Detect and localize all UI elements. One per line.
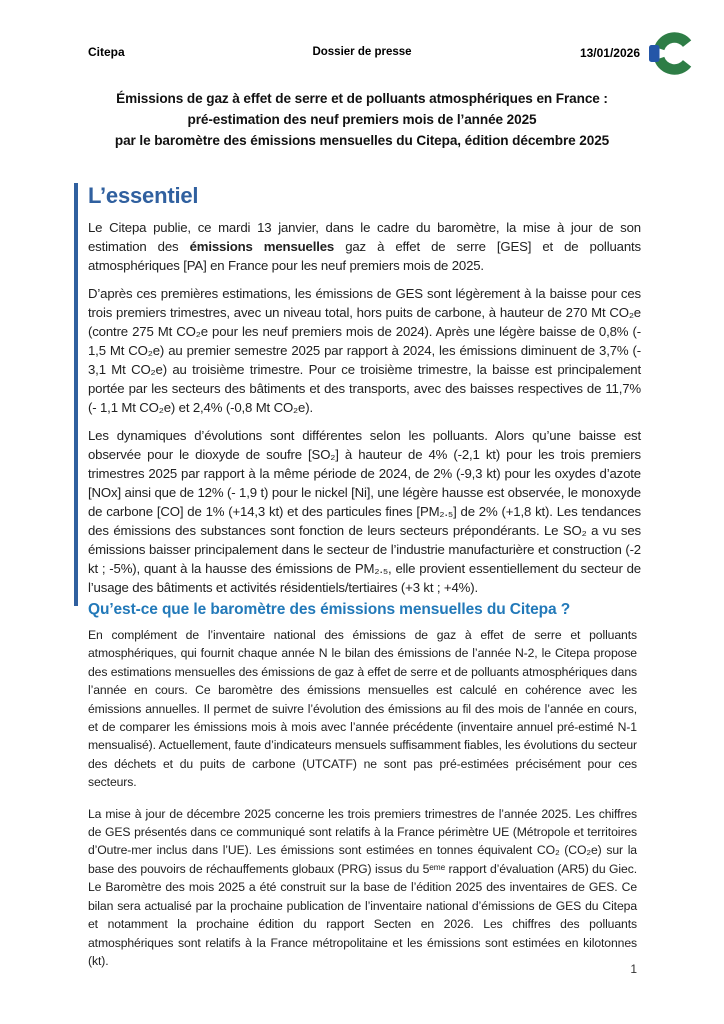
paragraph-barometre-description: En complément de l’inventaire national des émissions de gaz à effet de serre et polluants atmosphériques, qui fournit chaque année N le bilan des émissions de l’année N-2, le Citepa propose des estimations mensuelles des émissions de gaz à effet de serre et de polluants atmosphériques dans l’année en cours. Ce baromètre des émissions mensuelles est calculé en cohérence avec les émissions annuelles. Il permet de suivre l’évolution des émissions au fil des mois de l’année en cours, et de comparer les émissions mois à mois avec l’année précédente (inventaire annuel pré-estimé N-1 mensualisé). Actuellement, faute d’indicateurs mensuels suffisamment fiables, les évolutions du secteur des déchets et du puits de carbone (UTCATF) ne sont pas pré-estimées précisément pour ces secteurs.	[88, 628, 637, 790]
paragraph-mise-a-jour: La mise à jour de décembre 2025 concerne les trois premiers trimestres de l’année 2025. Les chiffres de GES présentés dans ce communiqué sont relatifs à la France périmètre UE (Métropole et territoires d’Outre-mer inclus dans l’UE). Les émissions sont estimées en tonnes équivalent CO₂ (CO₂e) sur la base des pouvoirs de réchauffements globaux (PRG) issus du 5ᵉᵐᵉ rapport d’évaluation (AR5) du Giec. Le Baromètre des mois 2025 a été construit sur la base de l’édition 2025 des inventaires de GES. Ce bilan sera actualisé par la prochaine publication de l’inventaire national d’émissions de GES du Citepa et notamment la prochaine édition du rapport Secten en 2026. Les chiffres des polluants atmosphériques sont relatifs à la France métropolitaine et les émissions sont estimées en kilotonnes (kt).	[88, 806, 637, 968]
org-name: Citepa	[88, 45, 125, 59]
barometre-section	[88, 626, 637, 983]
doc-date: 13/01/2026	[579, 46, 640, 60]
barometre-heading: Qu’est-ce que le baromètre des émissions mensuelles du Citepa ?	[88, 600, 571, 618]
paragraph-intro-bold: émissions mensuelles	[189, 239, 335, 254]
paragraph-polluants: Les dynamiques d’évolutions sont différentes selon les polluants. Alors qu’une baisse est observée pour le dioxyde de soufre [SO₂] à hauteur de 4% (-2,1 kt) pour les trois premiers trimestres 2025 par rapport à la même période de 2024, de 2% (-9,3 kt) pour les oxydes d’azote [NOx] ainsi que de 12% (- 1,9 t) pour le nickel [Ni], une légère hausse est observée, le monoxyde de carbone [CO] de 1% (+14,3 kt) et des particules fines [PM₂.₅] de 2% (+1,8 kt). Les tendances des émissions des substances sont fonction de leurs secteurs prépondérants. Le SO₂ a vu ses émissions baisser principalement dans le secteur de l’industrie manufacturière et construction (-2 kt ; -5%), quant à la hausse des émissions de PM₂.₅, elle provient essentiellement du secteur de l’usage des bâtiments et activités résidentiels/tertiaires (+3 kt ; +4%).	[88, 428, 641, 595]
paragraph-intro-suffix: gaz à effet de serre [GES] et de polluants atmosphériques [PA] en France pour les neuf premiers mois de 2025.	[88, 239, 641, 273]
essentiel-section	[74, 183, 641, 606]
paragraph-intro-prefix: Le Citepa publie, ce mardi 13 janvier, dans le cadre du baromètre, la mise à jour de son estimation des	[88, 220, 641, 254]
page-number: 1	[630, 962, 637, 976]
title-line-2: pré-estimation des neuf premiers mois de l’année 2025	[187, 112, 537, 127]
title-line-3: par le baromètre des émissions mensuelles du Citepa, édition décembre 2025	[114, 133, 610, 148]
title-line-1: Émissions de gaz à effet de serre et de polluants atmosphériques en France :	[116, 91, 608, 106]
citepa-logo-icon	[648, 27, 698, 80]
paragraph-ges-estimations: D’après ces premières estimations, les émissions de GES sont légèrement à la baisse pour ces trois premiers trimestres, avec un niveau total, hors puits de carbone, à hauteur de 270 Mt CO₂e (contre 275 Mt CO₂e pour les neuf premiers mois de 2024). Après une légère baisse de 0,8% (- 1,5 Mt CO₂e) au premier semestre 2025 par rapport à 2024, les émissions diminuent de 3,7% (- 3,1 Mt CO₂e) au troisième trimestre. Pour ce troisième trimestre, la baisse est principalement portée par les secteurs des bâtiments et des transports, avec des baisses respectives de 11,7% (- 1,1 Mt CO₂e) et 2,4% (-0,8 Mt CO₂e).	[88, 286, 641, 415]
document-title	[84, 88, 640, 151]
paragraph-intro	[88, 218, 641, 275]
doc-type-label: Dossier de presse	[312, 46, 412, 58]
essentiel-heading: L’essentiel	[88, 183, 199, 208]
